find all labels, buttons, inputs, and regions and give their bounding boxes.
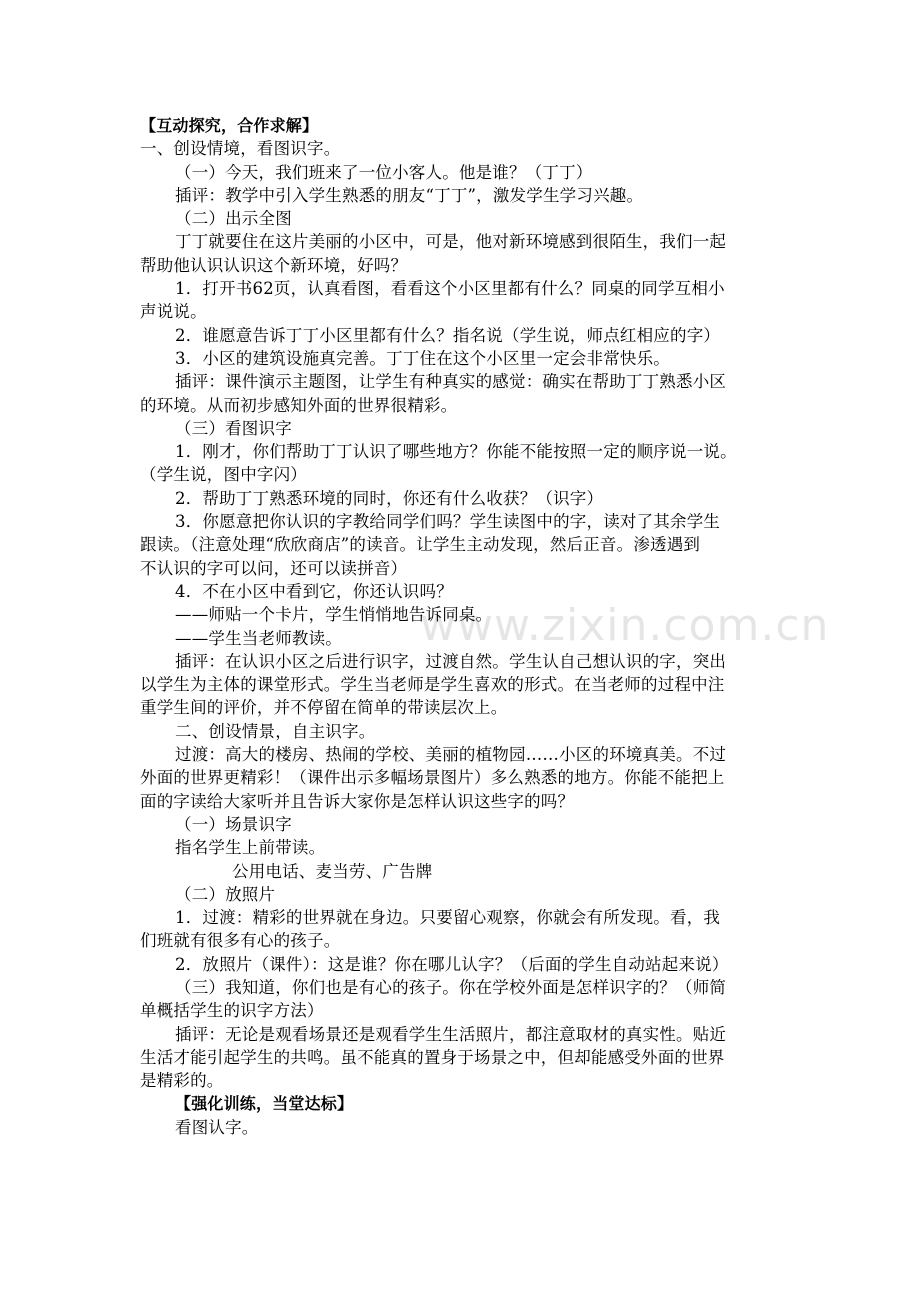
text-line: （学生说，图中字闪） — [140, 465, 307, 485]
text-line: 单概括学生的识字方法） — [140, 1001, 324, 1021]
text-line: 1．刚才，你们帮助丁丁认识了哪些地方？你能不能按照一定的顺序说一说。 — [175, 442, 737, 462]
text-line: 2．放照片（课件）：这是谁？你在哪儿认字？（后面的学生自动站起来说） — [175, 954, 729, 974]
text-line: 们班就有很多有心的孩子。 — [140, 931, 341, 951]
text-line: 二、创设情景，自主识字。 — [175, 721, 376, 741]
text-line: 插评：无论是观看场景还是观看学生生活照片，都注意取材的真实性。贴近 — [175, 1024, 727, 1044]
text-line: 是精彩的。 — [140, 1071, 224, 1091]
text-line: 过渡：高大的楼房、热闹的学校、美丽的植物园……小区的环境真美。不过 — [175, 745, 727, 765]
text-line: 重学生间的评价，并不停留在简单的带读层次上。 — [140, 698, 508, 718]
section-heading: 【互动探究，合作求解】 — [140, 116, 319, 135]
text-line: 外面的世界更精彩！（课件出示多幅场景图片）多么熟悉的地方。你能不能把上 — [140, 768, 725, 788]
text-line: 4．不在小区中看到它，你还认识吗？ — [175, 581, 453, 601]
text-line: 以学生为主体的课堂形式。学生当老师是学生喜欢的形式。在当老师的过程中注 — [140, 675, 725, 695]
text-line: 指名学生上前带读。 — [175, 838, 326, 858]
text-line: 声说说。 — [140, 302, 207, 322]
section-heading: 【强化训练，当堂达标】 — [175, 1094, 354, 1114]
document-body — [140, 114, 790, 1139]
text-line: 插评：课件演示主题图，让学生有种真实的感觉：确实在帮助丁丁熟悉小区 — [175, 372, 727, 392]
text-line: 看图认字。 — [175, 1117, 259, 1137]
text-line: 插评：教学中引入学生熟悉的朋友“丁丁”，激发学生学习兴趣。 — [175, 185, 644, 205]
text-line: 丁丁就要住在这片美丽的小区中，可是，他对新环境感到很陌生，我们一起 — [175, 232, 727, 252]
text-line: 2．帮助丁丁熟悉环境的同时，你还有什么收获？（识字） — [175, 488, 604, 508]
text-line: （三）看图识字 — [175, 418, 292, 438]
text-line: 帮助他认识认识这个新环境，好吗？ — [140, 255, 408, 275]
text-line: 1．打开书62页，认真看图，看看这个小区里都有什么？同桌的同学互相小 — [175, 279, 725, 299]
text-line: 生活才能引起学生的共鸣。虽不能真的置身于场景之中，但却能感受外面的世界 — [140, 1047, 725, 1067]
text-line: 跟读。（注意处理“欣欣商店”的读音。让学生主动发现，然后正音。渗透遇到 — [140, 535, 701, 555]
text-line: 2．谁愿意告诉丁丁小区里都有什么？指名说（学生说，师点红相应的字） — [175, 325, 721, 345]
text-line: （二）出示全图 — [175, 209, 292, 229]
text-line: （三）我知道，你们也是有心的孩子。你在学校外面是怎样识字的？（师简 — [175, 977, 727, 997]
text-line: 插评：在认识小区之后进行识字，过渡自然。学生认自己想认识的字，突出 — [175, 651, 727, 671]
text-line: （一）今天，我们班来了一位小客人。他是谁？（丁丁） — [175, 162, 593, 182]
text-line: 的环境。从而初步感知外面的世界很精彩。 — [140, 395, 458, 415]
text-line: ——师贴一个卡片，学生悄悄地告诉同桌。 — [175, 605, 493, 625]
text-line: 一、创设情境，看图识字。 — [140, 139, 341, 159]
text-line: 面的字读给大家听并且告诉大家你是怎样认识这些字的吗？ — [140, 791, 575, 811]
text-line: （二）放照片 — [175, 884, 276, 904]
text-line: ——学生当老师教读。 — [175, 628, 342, 648]
text-line: （一）场景识字 — [175, 814, 292, 834]
text-line: 3．小区的建筑设施真完善。丁丁住在这个小区里一定会非常快乐。 — [175, 348, 670, 368]
text-line: 公用电话、麦当劳、广告牌 — [232, 861, 433, 881]
text-line: 1．过渡：精彩的世界就在身边。只要留心观察，你就会有所发现。看，我 — [175, 908, 721, 928]
text-line: 3．你愿意把你认识的字教给同学们吗？学生读图中的字，读对了其余学生 — [175, 512, 721, 532]
watermark: www.zixin.com.cn — [420, 600, 830, 651]
text-line: 不认识的字可以问，还可以读拼音） — [140, 558, 408, 578]
